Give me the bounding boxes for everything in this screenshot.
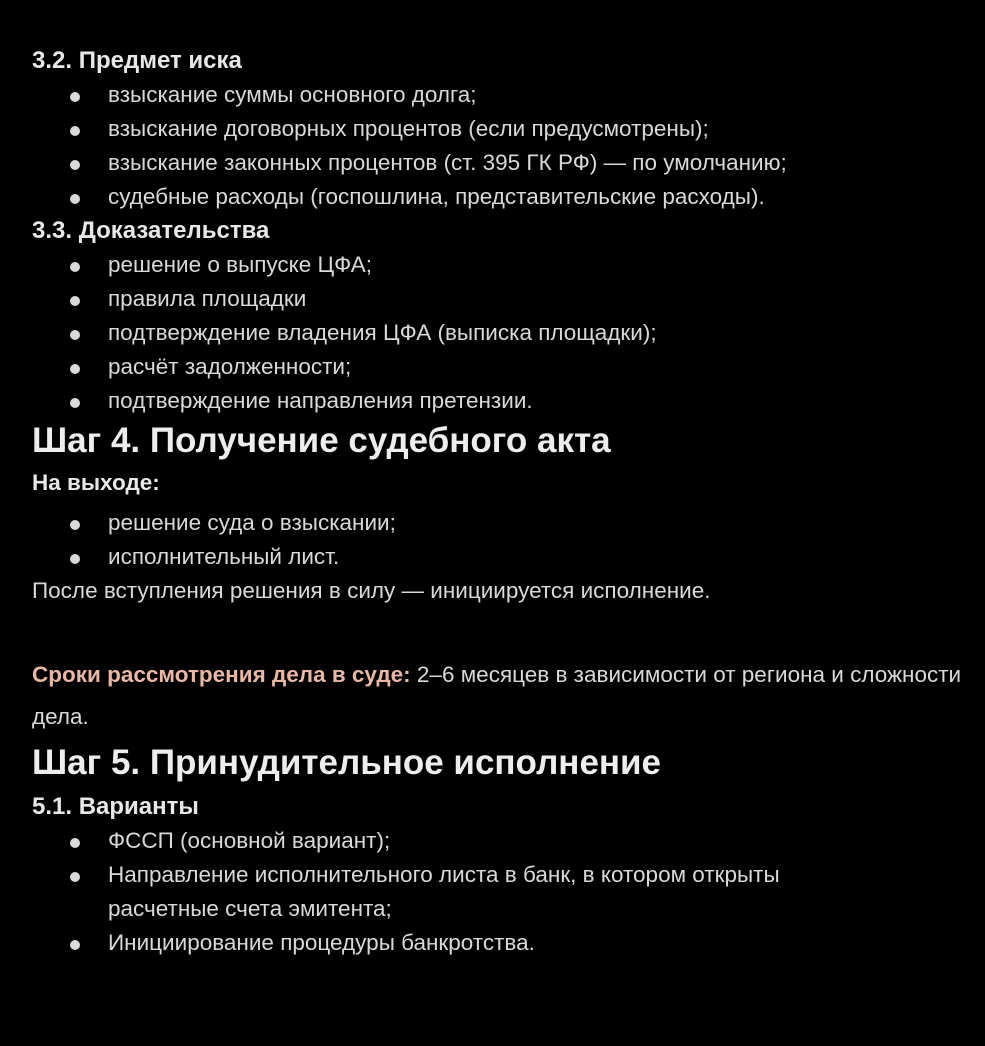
list-item-text: решение о выпуске ЦФА; — [108, 252, 373, 277]
bullet-icon — [70, 838, 80, 848]
list-item-text: подтверждение направления претензии. — [108, 388, 533, 413]
section-heading-3-3: 3.3. Доказательства — [32, 217, 270, 244]
step-4-heading: Шаг 4. Получение судебного акта — [32, 421, 611, 460]
bullet-icon — [70, 364, 80, 374]
court-terms-paragraph — [32, 654, 962, 738]
list-item-text: правила площадки — [108, 286, 307, 311]
list-item — [108, 180, 962, 214]
bullet-icon — [70, 296, 80, 306]
enforcement-options-list — [32, 824, 962, 960]
list-item — [108, 282, 962, 316]
list-item-text: взыскание суммы основного долга; — [108, 82, 477, 107]
list-item-text: подтверждение владения ЦФА (выписка площадки); — [108, 320, 657, 345]
bullet-icon — [70, 520, 80, 530]
bullet-icon — [70, 160, 80, 170]
list-item-text: взыскание договорных процентов (если предусмотрены); — [108, 116, 709, 141]
section-heading-5-1: 5.1. Варианты — [32, 793, 199, 820]
list-item — [108, 112, 962, 146]
bullet-icon — [70, 872, 80, 882]
bullet-icon — [70, 262, 80, 272]
evidence-list — [32, 248, 962, 418]
list-item-text: исполнительный лист. — [108, 544, 340, 569]
output-label: На выходе: — [32, 470, 160, 495]
list-item — [108, 926, 962, 960]
bullet-icon — [70, 92, 80, 102]
court-terms-label: Сроки рассмотрения дела в суде: — [32, 662, 411, 687]
bullet-icon — [70, 330, 80, 340]
list-item — [108, 248, 962, 282]
list-item — [108, 78, 962, 112]
list-item — [108, 506, 962, 540]
list-item-text: ФССП (основной вариант); — [108, 828, 391, 853]
enforcement-note: После вступления решения в силу — инициируется исполнение. — [32, 578, 711, 603]
list-item-text: решение суда о взыскании; — [108, 510, 396, 535]
bullet-icon — [70, 194, 80, 204]
bullet-icon — [70, 940, 80, 950]
list-item-text: Направление исполнительного листа в банк, в котором открыты расчетные счета эмитента; — [108, 862, 780, 921]
bullet-icon — [70, 126, 80, 136]
list-item — [108, 384, 962, 418]
list-item — [108, 316, 962, 350]
bullet-icon — [70, 398, 80, 408]
list-item — [108, 540, 962, 574]
step-5-heading: Шаг 5. Принудительное исполнение — [32, 743, 662, 782]
list-item-text: судебные расходы (госпошлина, представительские расходы). — [108, 184, 765, 209]
list-item — [108, 824, 962, 858]
list-item-text: Инициирование процедуры банкротства. — [108, 930, 535, 955]
claim-subject-list — [32, 78, 962, 214]
list-item — [108, 146, 962, 180]
bullet-icon — [70, 554, 80, 564]
document-body — [32, 44, 962, 960]
court-terms-text: 2–6 месяцев в зависимости от региона и сложности дела. — [32, 662, 962, 729]
section-heading-3-2: 3.2. Предмет иска — [32, 47, 242, 74]
list-item — [108, 858, 888, 926]
list-item-text: расчёт задолженности; — [108, 354, 352, 379]
court-output-list — [32, 506, 962, 574]
list-item — [108, 350, 962, 384]
list-item-text: взыскание законных процентов (ст. 395 ГК РФ) — по умолчанию; — [108, 150, 787, 175]
